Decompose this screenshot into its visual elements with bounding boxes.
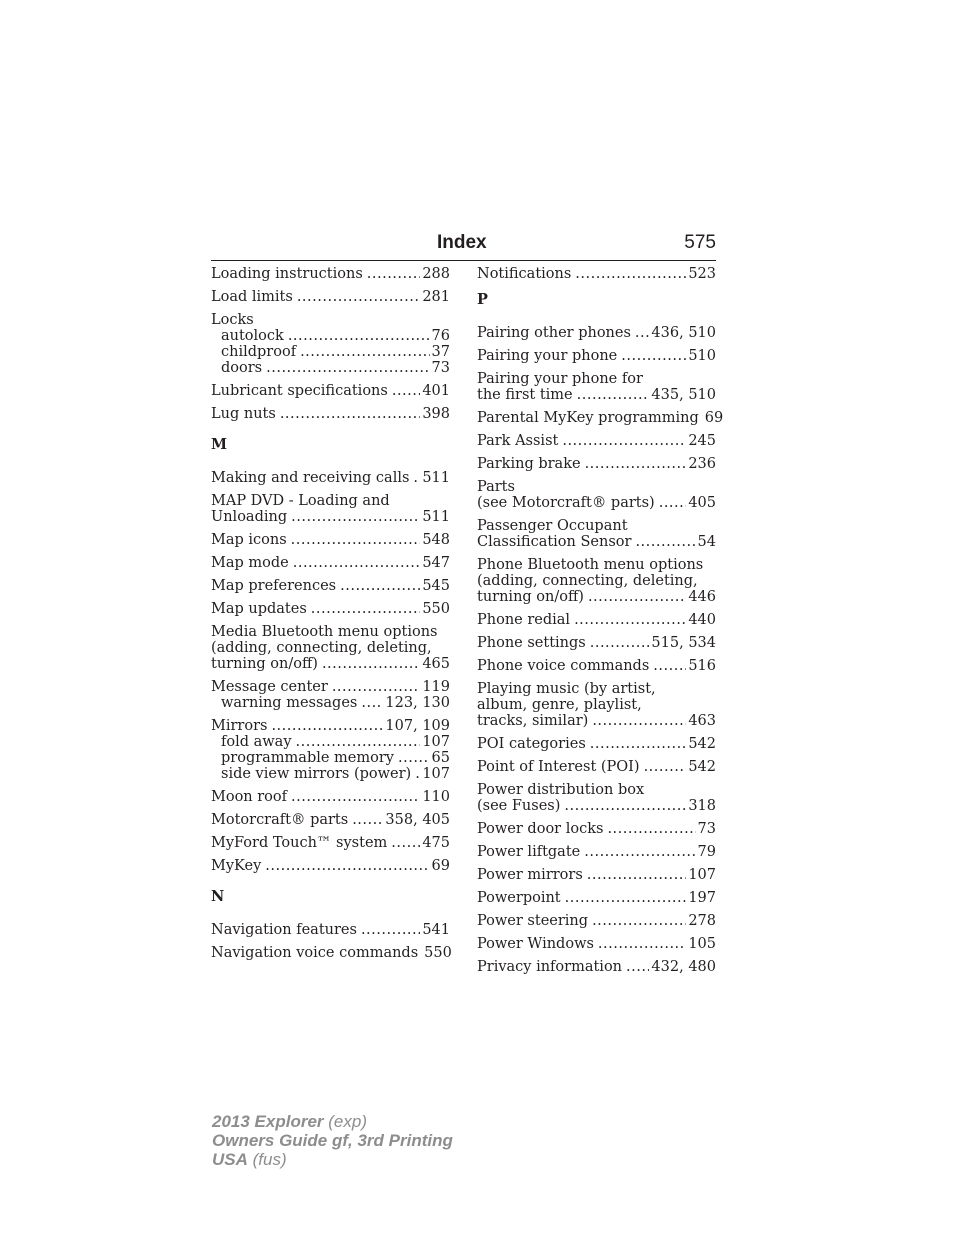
page-reference: 37 (431, 344, 450, 360)
dot-leader (297, 289, 420, 305)
entry-term: the first time (477, 387, 573, 403)
index-entry-line (211, 532, 450, 548)
index-entry-line (477, 325, 716, 341)
entry-term: Map preferences (211, 578, 337, 594)
index-entry-line (477, 456, 716, 472)
page-header (211, 228, 716, 261)
entry-term: Locks (211, 312, 254, 328)
index-entry-line (477, 697, 716, 713)
entry-term: Load limits (211, 289, 293, 305)
page-reference: 278 (688, 913, 716, 929)
index-entry (211, 718, 450, 782)
dot-leader (644, 759, 687, 775)
entry-term: Power mirrors (477, 867, 583, 883)
dot-leader (300, 344, 429, 360)
entry-term: Phone settings (477, 635, 586, 651)
index-entry-line (211, 640, 450, 656)
page-reference: 110 (422, 789, 450, 805)
page-reference: 398 (422, 406, 450, 422)
page-reference: 73 (697, 821, 716, 837)
dot-leader (288, 328, 430, 344)
index-entry-line (211, 406, 450, 422)
entry-term: Pairing your phone for (477, 371, 643, 387)
page-reference: 107 (422, 734, 450, 750)
page-reference: 515, 534 (651, 635, 716, 651)
page-reference: 73 (431, 360, 450, 376)
index-entry (211, 289, 450, 305)
page-reference: 236 (688, 456, 716, 472)
dot-leader (415, 766, 420, 782)
page-reference: 432, 480 (651, 959, 716, 975)
entry-term: Map icons (211, 532, 287, 548)
index-entry-line (477, 612, 716, 628)
index-entry-line (211, 812, 450, 828)
index-entry-line (211, 312, 450, 328)
index-subentry (211, 328, 450, 344)
index-entry (477, 410, 724, 426)
entry-term: Pairing your phone (477, 348, 618, 364)
footer-model-code: (exp) (328, 1112, 367, 1131)
page-reference: 318 (688, 798, 716, 814)
index-entry (477, 736, 716, 752)
entry-term: album, genre, playlist, (477, 697, 642, 713)
dot-leader (584, 844, 695, 860)
index-entry-line (211, 266, 450, 282)
dot-leader (340, 578, 420, 594)
index-entry (477, 913, 716, 929)
entry-term: side view mirrors (power) (221, 766, 412, 782)
entry-term: Map mode (211, 555, 289, 571)
index-entry (477, 681, 716, 729)
entry-term: Unloading (211, 509, 288, 525)
index-entry (211, 406, 450, 422)
index-entry-line (477, 798, 716, 814)
index-entry (477, 612, 716, 628)
dot-leader (592, 913, 686, 929)
entry-term: Pairing other phones (477, 325, 631, 341)
dot-leader (562, 433, 686, 449)
index-entry (211, 470, 450, 486)
index-entry (211, 789, 450, 805)
dot-leader (585, 456, 687, 472)
index-entry-line (477, 635, 716, 651)
entry-term: MAP DVD - Loading and (211, 493, 390, 509)
index-entry (477, 635, 716, 651)
dot-leader (588, 589, 686, 605)
index-entry-line (477, 410, 724, 426)
dot-leader (607, 821, 695, 837)
dot-leader (635, 534, 695, 550)
index-subentry (211, 734, 450, 750)
dot-leader (659, 495, 687, 511)
dot-leader (361, 695, 383, 711)
section-letter: N (211, 888, 225, 905)
footer-region: USA (212, 1150, 248, 1169)
index-entry (211, 555, 450, 571)
page-reference: 440 (688, 612, 716, 628)
dot-leader (635, 325, 650, 341)
dot-leader (626, 959, 649, 975)
index-subentry (211, 344, 450, 360)
index-entry-line (211, 789, 450, 805)
index-entry (477, 959, 716, 975)
page-reference: 69 (704, 410, 724, 426)
index-entry-line (477, 759, 716, 775)
page-reference: 465 (422, 656, 450, 672)
entry-term: Point of Interest (POI) (477, 759, 640, 775)
dot-leader (392, 383, 420, 399)
page-reference: 76 (431, 328, 450, 344)
index-entry-line (477, 518, 716, 534)
index-entry-line (477, 557, 716, 573)
page-number: 575 (684, 232, 716, 253)
index-entry (211, 858, 450, 874)
index-column-left (211, 266, 450, 968)
page-reference: 107 (422, 766, 450, 782)
dot-leader (280, 406, 421, 422)
index-entry-line (211, 656, 450, 672)
dot-leader (311, 601, 421, 617)
index-entry-line (477, 867, 716, 883)
dot-leader (271, 718, 383, 734)
index-entry (477, 433, 716, 449)
footer-region-code: (fus) (252, 1150, 287, 1169)
page-reference: 542 (688, 759, 716, 775)
index-entry (477, 658, 716, 674)
page-reference: 516 (688, 658, 716, 674)
index-entry-line (477, 266, 716, 282)
index-entry-line (211, 835, 450, 851)
entry-term: fold away (221, 734, 292, 750)
index-entry (477, 844, 716, 860)
entry-term: Power steering (477, 913, 589, 929)
index-entry (477, 266, 716, 282)
index-entry-line (211, 509, 450, 525)
page-reference: 463 (688, 713, 716, 729)
dot-leader (265, 858, 429, 874)
index-entry (477, 325, 716, 341)
index-entry-line (477, 433, 716, 449)
entry-term: Phone Bluetooth menu options (477, 557, 704, 573)
entry-term: Message center (211, 679, 328, 695)
entry-term: (see Motorcraft® parts) (477, 495, 655, 511)
footer (212, 1112, 453, 1169)
index-entry (477, 867, 716, 883)
index-entry (477, 518, 716, 550)
dot-leader (266, 360, 429, 376)
index-entry-line (477, 534, 716, 550)
index-entry (211, 383, 450, 399)
index-entry-line (477, 371, 716, 387)
index-entry-line (211, 289, 450, 305)
footer-model: 2013 Explorer (212, 1112, 324, 1131)
index-entry-line (477, 713, 716, 729)
index-entry-line (211, 624, 450, 640)
index-entry (477, 557, 716, 605)
dot-leader (291, 789, 420, 805)
page-reference: 510 (688, 348, 716, 364)
dot-leader (574, 612, 686, 628)
index-column-right (477, 266, 724, 982)
entry-term: doors (221, 360, 263, 376)
dot-leader (592, 713, 686, 729)
dot-leader (653, 658, 686, 674)
index-entry (211, 812, 450, 828)
page-reference: 446 (688, 589, 716, 605)
index-entry (211, 493, 450, 525)
page-reference: 405 (688, 495, 716, 511)
page-reference: 54 (697, 534, 716, 550)
entry-term: (adding, connecting, deleting, (211, 640, 432, 656)
page-reference: 65 (431, 750, 450, 766)
entry-term: MyKey (211, 858, 262, 874)
entry-term: Making and receiving calls (211, 470, 410, 486)
page-reference: 548 (422, 532, 450, 548)
index-entry-line (211, 493, 450, 509)
page-reference: 245 (688, 433, 716, 449)
entry-term: turning on/off) (211, 656, 318, 672)
dot-leader (361, 922, 420, 938)
entry-term: Phone redial (477, 612, 571, 628)
footer-guide: Owners Guide gf, 3rd Printing (212, 1131, 453, 1150)
entry-term: Powerpoint (477, 890, 561, 906)
index-subentry (211, 695, 450, 711)
index-entry-line (477, 782, 716, 798)
page-reference: 197 (688, 890, 716, 906)
index-entry-line (211, 858, 450, 874)
index-entry-line (477, 913, 716, 929)
index-entry-line (477, 495, 716, 511)
page-reference: 547 (422, 555, 450, 571)
index-entry-line (211, 470, 450, 486)
index-entry (211, 835, 450, 851)
index-entry (211, 601, 450, 617)
dot-leader (577, 387, 650, 403)
index-entry-line (211, 383, 450, 399)
entry-term: Power door locks (477, 821, 604, 837)
dot-leader (621, 348, 686, 364)
index-entry (477, 759, 716, 775)
section-letter: M (211, 436, 228, 453)
page-reference: 542 (688, 736, 716, 752)
dot-leader (413, 470, 420, 486)
entry-term: Privacy information (477, 959, 623, 975)
page-reference: 475 (422, 835, 450, 851)
index-entry-line (477, 387, 716, 403)
dot-leader (564, 798, 686, 814)
index-entry-line (211, 945, 450, 961)
index-entry-line (477, 959, 716, 975)
page-reference: 511 (422, 470, 450, 486)
index-entry-line (477, 936, 716, 952)
dot-leader (352, 812, 383, 828)
index-entry-line (477, 658, 716, 674)
page-reference: 550 (424, 945, 452, 961)
index-entry (211, 679, 450, 711)
index-entry-line (477, 890, 716, 906)
page-reference: 107 (688, 867, 716, 883)
entry-term: Loading instructions (211, 266, 363, 282)
index-entry (477, 371, 716, 403)
entry-term: Moon roof (211, 789, 288, 805)
entry-term: childproof (221, 344, 297, 360)
page-reference: 435, 510 (651, 387, 716, 403)
entry-term: Lug nuts (211, 406, 276, 422)
page-reference: 523 (688, 266, 716, 282)
index-entry (477, 782, 716, 814)
entry-term: Parts (477, 479, 515, 495)
index-entry (477, 890, 716, 906)
index-entry-line (477, 348, 716, 364)
page-reference: 281 (422, 289, 450, 305)
index-entry-line (211, 601, 450, 617)
page-reference: 358, 405 (385, 812, 450, 828)
index-entry (211, 532, 450, 548)
dot-leader (575, 266, 686, 282)
entry-term: MyFord Touch™ system (211, 835, 388, 851)
entry-term: Power distribution box (477, 782, 645, 798)
index-entry-line (477, 736, 716, 752)
page-reference: 511 (422, 509, 450, 525)
entry-term: Parental MyKey programming (477, 410, 699, 426)
index-entry (211, 922, 450, 938)
entry-term: Motorcraft® parts (211, 812, 349, 828)
dot-leader (291, 532, 421, 548)
index-entry-line (477, 573, 716, 589)
page-reference: 436, 510 (651, 325, 716, 341)
dot-leader (391, 835, 420, 851)
index-subentry (211, 750, 450, 766)
entry-term: (adding, connecting, deleting, (477, 573, 698, 589)
footer-line-1 (212, 1112, 453, 1131)
entry-term: Navigation features (211, 922, 357, 938)
entry-term: programmable memory (221, 750, 394, 766)
index-entry-line (477, 681, 716, 697)
index-entry-line (477, 479, 716, 495)
entry-term: POI categories (477, 736, 586, 752)
index-entry-line (211, 555, 450, 571)
index-entry-line (477, 821, 716, 837)
entry-term: Mirrors (211, 718, 268, 734)
footer-line-3 (212, 1150, 453, 1169)
dot-leader (332, 679, 421, 695)
entry-term: tracks, similar) (477, 713, 589, 729)
entry-term: autolock (221, 328, 284, 344)
index-entry-line (211, 718, 450, 734)
footer-line-2 (212, 1131, 453, 1150)
index-entry (477, 479, 716, 511)
section-letter: P (477, 291, 488, 308)
index-subentry (211, 360, 450, 376)
index-entry (477, 936, 716, 952)
page-reference: 79 (697, 844, 716, 860)
index-entry (211, 624, 450, 672)
entry-term: Navigation voice commands (211, 945, 419, 961)
entry-term: Map updates (211, 601, 307, 617)
page-reference: 541 (422, 922, 450, 938)
entry-term: Lubricant specifications (211, 383, 388, 399)
entry-term: turning on/off) (477, 589, 584, 605)
entry-term: (see Fuses) (477, 798, 561, 814)
index-entry (477, 348, 716, 364)
entry-term: Power liftgate (477, 844, 581, 860)
page-reference: 107, 109 (385, 718, 450, 734)
page-reference: 550 (422, 601, 450, 617)
entry-term: Media Bluetooth menu options (211, 624, 438, 640)
index-entry-line (211, 922, 450, 938)
page-reference: 105 (688, 936, 716, 952)
entry-term: warning messages (221, 695, 358, 711)
index-entry (211, 266, 450, 282)
index-entry-line (477, 589, 716, 605)
entry-term: Phone voice commands (477, 658, 650, 674)
dot-leader (598, 936, 686, 952)
index-entry (211, 312, 450, 376)
index-subentry (211, 766, 450, 782)
dot-leader (398, 750, 430, 766)
dot-leader (296, 734, 421, 750)
entry-term: Classification Sensor (477, 534, 632, 550)
dot-leader (322, 656, 420, 672)
entry-term: Park Assist (477, 433, 559, 449)
index-entry (211, 578, 450, 594)
page-reference: 119 (422, 679, 450, 695)
dot-leader (367, 266, 421, 282)
entry-term: Parking brake (477, 456, 581, 472)
page-reference: 545 (422, 578, 450, 594)
page-reference: 288 (422, 266, 450, 282)
entry-term: Playing music (by artist, (477, 681, 656, 697)
index-entry (211, 945, 450, 961)
dot-leader (291, 509, 420, 525)
entry-term: Power Windows (477, 936, 594, 952)
page-reference: 123, 130 (385, 695, 450, 711)
page-title: Index (437, 232, 487, 253)
page-reference: 401 (422, 383, 450, 399)
index-entry-line (211, 679, 450, 695)
dot-leader (565, 890, 687, 906)
dot-leader (590, 635, 650, 651)
index-entry-line (211, 578, 450, 594)
dot-leader (293, 555, 421, 571)
index-entry (477, 821, 716, 837)
entry-term: Notifications (477, 266, 572, 282)
entry-term: Passenger Occupant (477, 518, 628, 534)
index-entry (477, 456, 716, 472)
index-entry-line (477, 844, 716, 860)
dot-leader (590, 736, 687, 752)
page-reference: 69 (431, 858, 450, 874)
dot-leader (587, 867, 687, 883)
